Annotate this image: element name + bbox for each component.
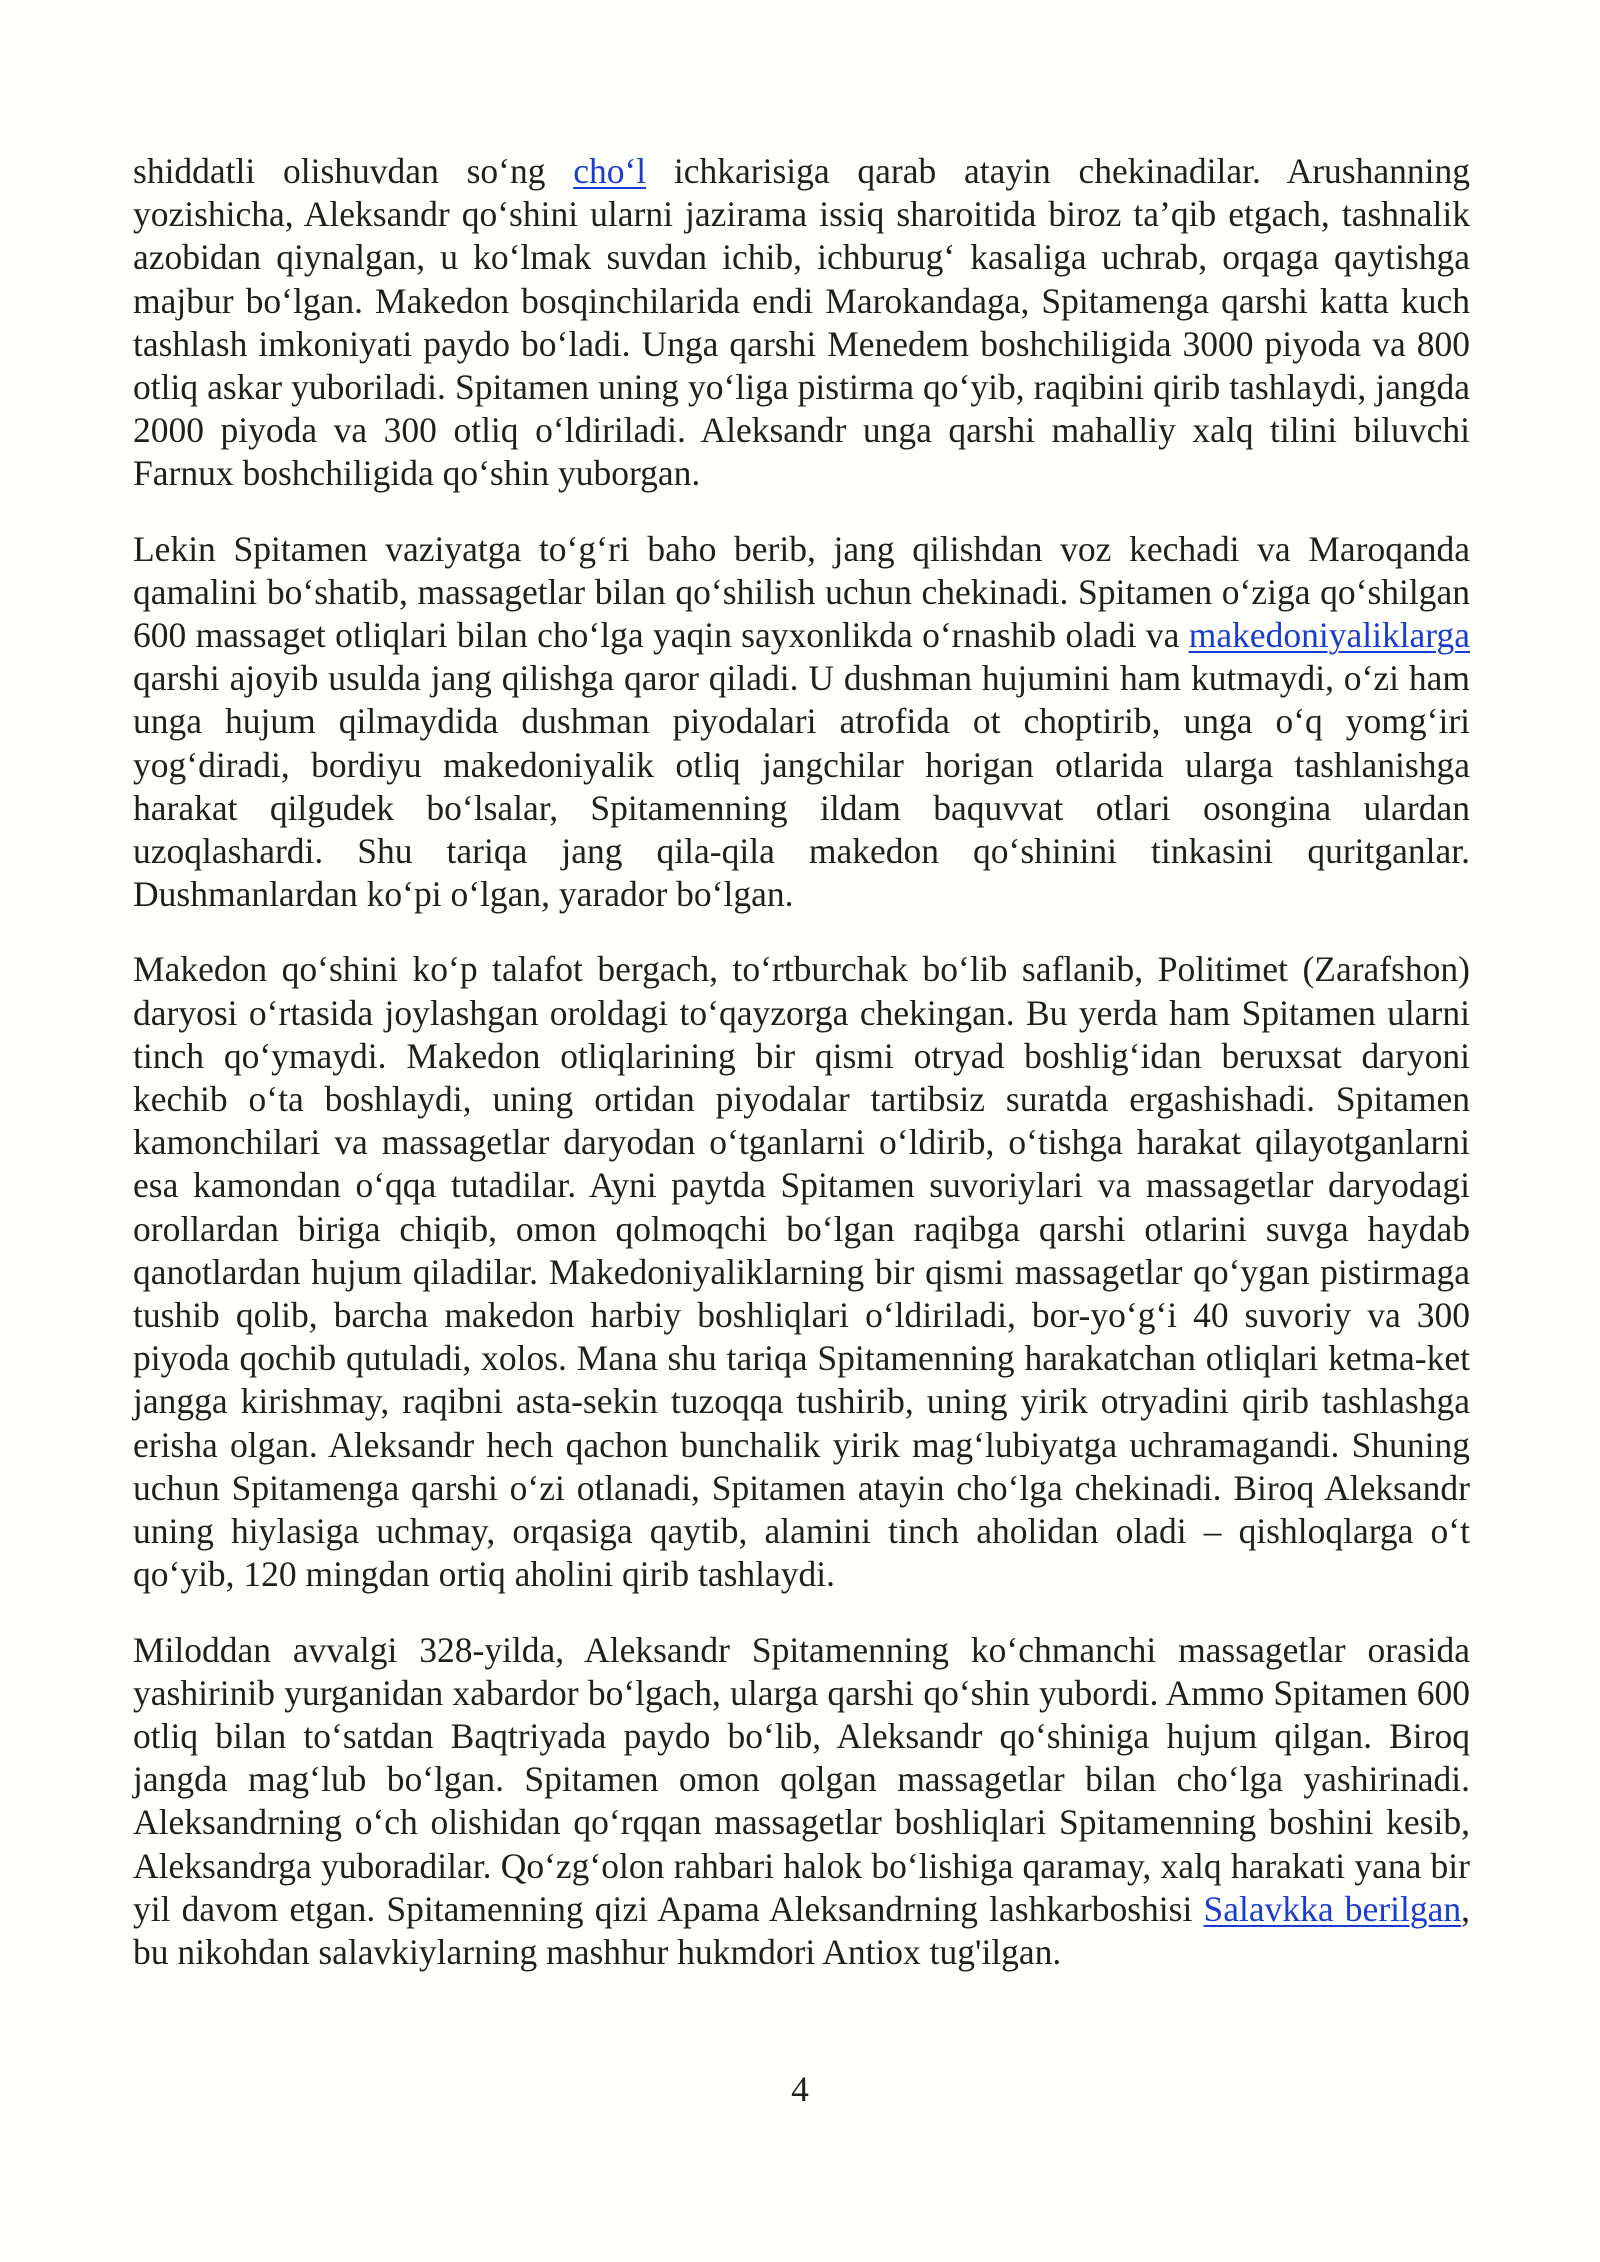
paragraph-2-text-start: Lekin Spitamen vaziyatga to‘g‘ri baho berib, jang qilishdan voz kechadi va Maroqanda qamalini bo‘shatib, massagetlar bilan qo‘shilish uchun chekinadi. Spitamen o‘ziga qo‘shilgan 600 massaget otliqlari bilan cho‘lga yaqin sayxonlikda o‘rnashib oladi va (133, 528, 1470, 656)
paragraph-2 (133, 528, 1470, 917)
paragraph-4 (133, 1629, 1470, 1975)
paragraph-2-text-end: qarshi ajoyib usulda jang qilishga qaror qiladi. U dushman hujumini ham kutmaydi, o‘zi ham unga hujum qilmaydida dushman piyodalari atrofida ot choptirib, unga o‘q yomg‘iri yog‘diradi, bordiyu makedoniyalik otliq jangchilar horigan otlarida ularga tashlanishga harakat qilgudek bo‘lsalar, Spitamenning ildam baquvvat otlari osongina ulardan uzoqlashardi. Shu tariqa jang qila-qila makedon qo‘shinini tinkasini quritganlar. Dushmanlardan ko‘pi o‘lgan, yarador bo‘lgan. (133, 658, 1470, 915)
link-makedoniyaliklarga[interactable]: makedoniyaliklarga (1188, 615, 1470, 656)
link-salavkka-berilgan[interactable]: Salavkka berilgan (1203, 1888, 1462, 1929)
paragraph-3-text: Makedon qo‘shini ko‘p talafot bergach, to‘rtburchak bo‘lib saflanib, Politimet (Zarafshon) daryosi o‘rtasida joylashgan oroldagi to‘qayzorga chekingan. Bu yerda ham Spitamen ularni tinch qo‘ymaydi. Makedon otliqlarining bir qismi otryad boshlig‘idan beruxsat daryoni kechib o‘ta boshlaydi, uning ortidan piyodalar tartibsiz suratda ergashishadi. Spitamen kamonchilari va massagetlar daryodan o‘tganlarni o‘ldirib, o‘tishga harakat qilayotganlarni esa kamondan o‘qqa tutadilar. Ayni paytda Spitamen suvoriylari va massagetlar daryodagi orollardan biriga chiqib, omon qolmoqchi bo‘lgan raqibga qarshi otlarini suvga haydab qanotlardan hujum qiladilar. Makedoniyaliklarning bir qismi massagetlar qo‘ygan pistirmaga tushib qolib, barcha makedon harbiy boshliqlari o‘ldiriladi, bor-yo‘g‘i 40 suvoriy va 300 piyoda qochib qutuladi, xolos. Mana shu tariqa Spitamenning harakatchan otliqlari ketma-ket jangga kirishmay, raqibni asta-sekin tuzoqqa tushirib, uning yirik otryadini qirib tashlashga erisha olgan. Aleksandr hech qachon bunchalik yirik mag‘lubiyatga uchramagandi. Shuning uchun Spitamenga qarshi o‘zi otlanadi, Spitamen atayin cho‘lga chekinadi. Biroq Aleksandr uning hiylasiga uchmay, orqasiga qaytib, alamini tinch aholidan oladi – qishloqlarga o‘t qo‘yib, 120 mingdan ortiq aholini qirib tashlaydi. (133, 949, 1470, 1595)
link-chol[interactable]: cho‘l (573, 151, 647, 191)
paragraph-1-text-end: ichkarisiga qarab atayin chekinadilar. Arushanning yozishicha, Aleksandr qo‘shini ularni jazirama issiq sharoitida biroz ta’qib etgach, tashnalik azobidan qiynalgan, u ko‘lmak suvdan ichib, ichburug‘ kasaliga uchrab, orqaga qaytishga majbur bo‘lgan. Makedon bosqinchilarida endi Marokandaga, Spitamenga qarshi katta kuch tashlash imkoniyati paydo bo‘ladi. Unga qarshi Menedem boshchiligida 3000 piyoda va 800 otliq askar yuboriladi. Spitamen uning yo‘liga pistirma qo‘yib, raqibini qirib tashlaydi, jangda 2000 piyoda va 300 otliq o‘ldiriladi. Aleksandr unga qarshi mahalliy xalq tilini biluvchi Farnux boshchiligida qo‘shin yuborgan. (133, 151, 1470, 494)
paragraph-3 (133, 948, 1470, 1596)
page-number: 4 (791, 2069, 809, 2109)
paragraph-1 (133, 150, 1470, 496)
document-page (133, 150, 1470, 2006)
paragraph-4-text-end: , bu nikohdan salavkiylarning mashhur hukmdori Antiox tug'ilgan. (133, 1888, 1470, 1972)
paragraph-4-text-start: Miloddan avvalgi 328-yilda, Aleksandr Spitamenning ko‘chmanchi massagetlar orasida yashirinib yurganidan xabardor bo‘lgach, ularga qarshi qo‘shin yubordi. Ammo Spitamen 600 otliq bilan to‘satdan Baqtriyada paydo bo‘lib, Aleksandr qo‘shiniga hujum qilgan. Biroq jangda mag‘lub bo‘lgan. Spitamen omon qolgan massagetlar bilan cho‘lga yashirinadi. Aleksandrning o‘ch olishidan qo‘rqqan massagetlar boshliqlari Spitamenning boshini kesib, Aleksandrga yuboradilar. Qo‘zg‘olon rahbari halok bo‘lishiga qaramay, xalq harakati yana bir yil davom etgan. Spitamenning qizi Apama Aleksandrning lashkarboshisi (133, 1629, 1470, 1929)
paragraph-1-text-start: shiddatli olishuvdan so‘ng (133, 151, 574, 191)
